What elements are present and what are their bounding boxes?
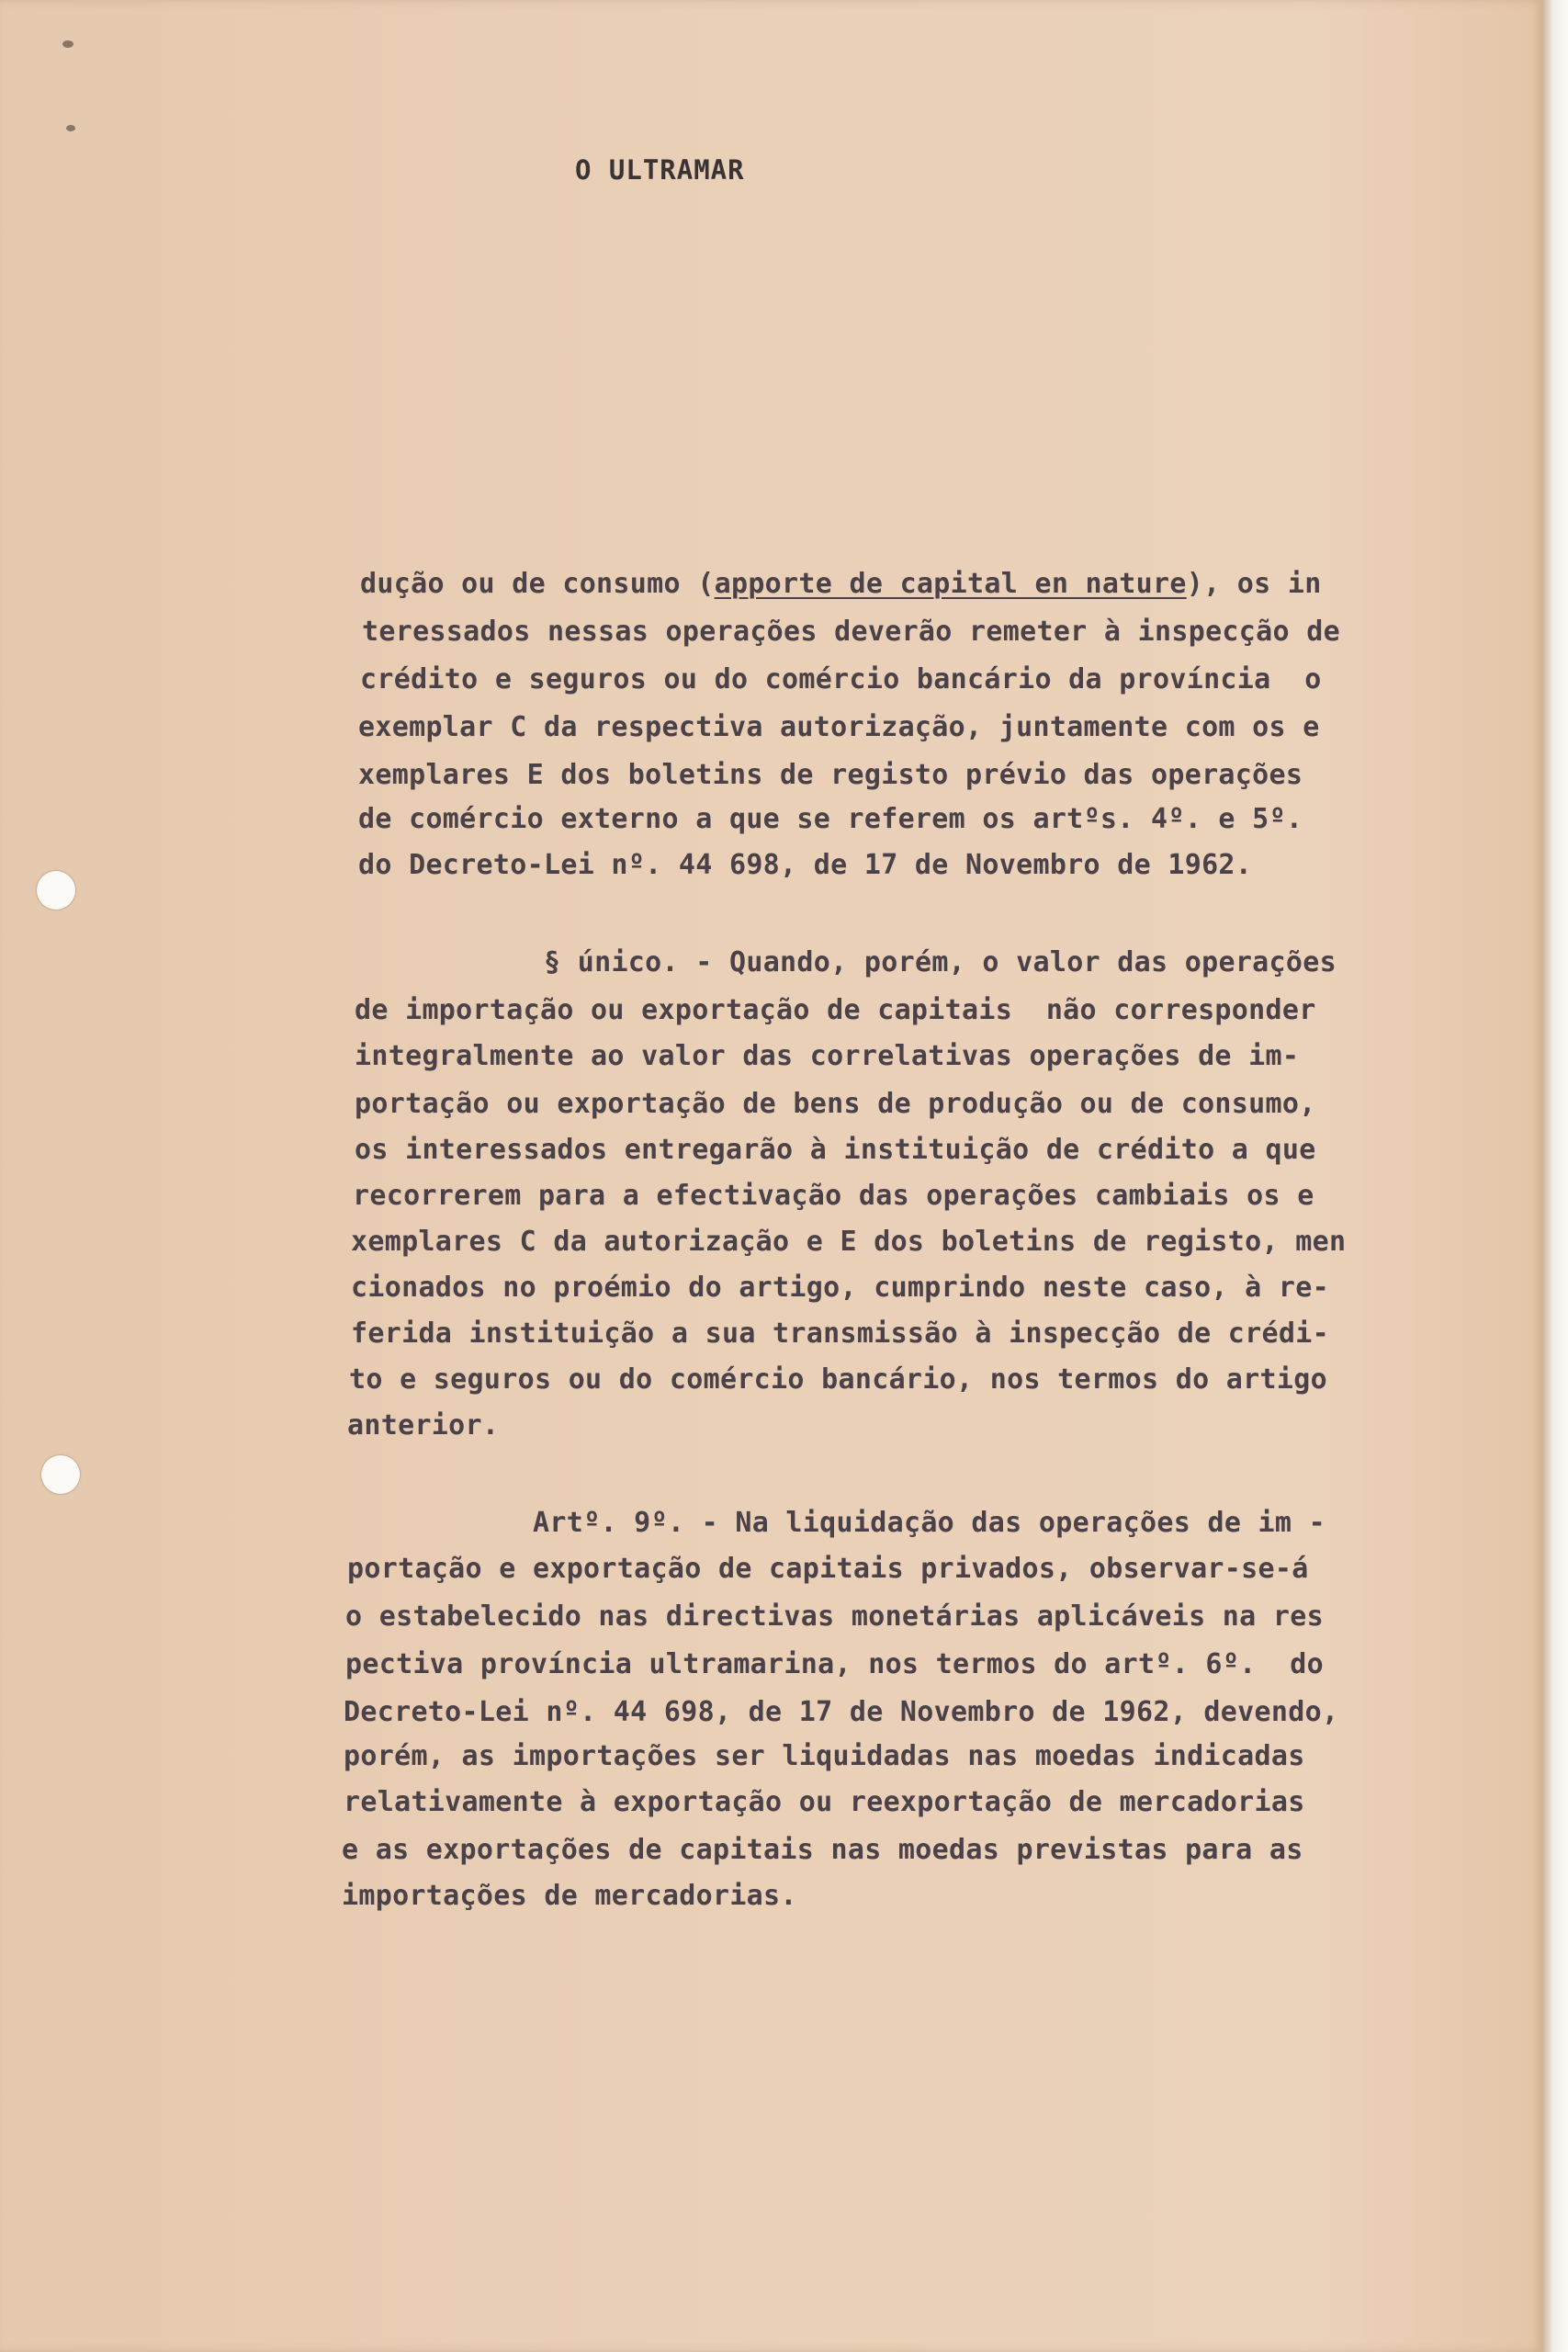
staple-mark <box>66 125 75 131</box>
text-line: ferida instituição a sua transmissão à inspecção de crédi- <box>351 1317 1329 1350</box>
text-segment: dução ou de consumo ( <box>360 568 715 600</box>
text-line: os interessados entregarão à instituição de crédito a que <box>355 1134 1316 1166</box>
text-line: importações de mercadorias. <box>342 1880 797 1912</box>
punch-hole <box>41 1455 80 1494</box>
text-line: de importação ou exportação de capitais não corresponder <box>355 994 1316 1026</box>
text-line: crédito e seguros ou do comércio bancário da província o <box>360 663 1322 695</box>
text-line: do Decreto-Lei nº. 44 698, de 17 de Novembro de 1962. <box>358 849 1253 881</box>
text-line: Decreto-Lei nº. 44 698, de 17 de Novembro de 1962, devendo, <box>344 1696 1339 1728</box>
text-line: portação e exportação de capitais privados, observar-se-á <box>347 1553 1309 1585</box>
text-line: porém, as importações ser liquidadas nas moedas indicadas <box>344 1740 1305 1772</box>
text-line: recorrerem para a efectivação das operações cambiais os e <box>353 1180 1314 1212</box>
text-line: de comércio externo a que se referem os artºs. 4º. e 5º. <box>358 803 1303 835</box>
text-line: exemplar C da respectiva autorização, juntamente com os e <box>358 711 1320 743</box>
text-line: anterior. <box>347 1409 500 1442</box>
text-line: Artº. 9º. - Na liquidação das operações de im - <box>533 1507 1325 1539</box>
text-line <box>360 568 1322 600</box>
underlined-phrase: apporte de capital en nature <box>714 568 1187 600</box>
scan-background-edge <box>1543 0 1568 2352</box>
text-line: xemplares E dos boletins de registo prévio das operações <box>358 759 1303 791</box>
text-line: o estabelecido nas directivas monetárias aplicáveis na res <box>345 1600 1324 1633</box>
text-line: cionados no proémio do artigo, cumprindo neste caso, à re- <box>351 1272 1329 1304</box>
text-line: e as exportações de capitais nas moedas previstas para as <box>342 1834 1303 1866</box>
text-line: xemplares C da autorização e E dos boletins de registo, men <box>351 1226 1347 1258</box>
text-segment: ), os in <box>1186 568 1322 600</box>
page-header: O ULTRAMAR <box>575 154 745 186</box>
text-line: relativamente à exportação ou reexportação de mercadorias <box>344 1786 1305 1818</box>
text-line: portação ou exportação de bens de produção ou de consumo, <box>355 1088 1316 1120</box>
text-line: to e seguros ou do comércio bancário, nos termos do artigo <box>349 1363 1327 1396</box>
text-line: integralmente ao valor das correlativas operações de im- <box>355 1040 1300 1072</box>
text-line: § único. - Quando, porém, o valor das operações <box>544 946 1337 978</box>
staple-mark <box>62 40 73 48</box>
text-line: teressados nessas operações deverão remeter à inspecção de <box>362 616 1340 648</box>
punch-hole <box>37 871 75 910</box>
text-line: pectiva província ultramarina, nos termos do artº. 6º. do <box>345 1648 1324 1680</box>
